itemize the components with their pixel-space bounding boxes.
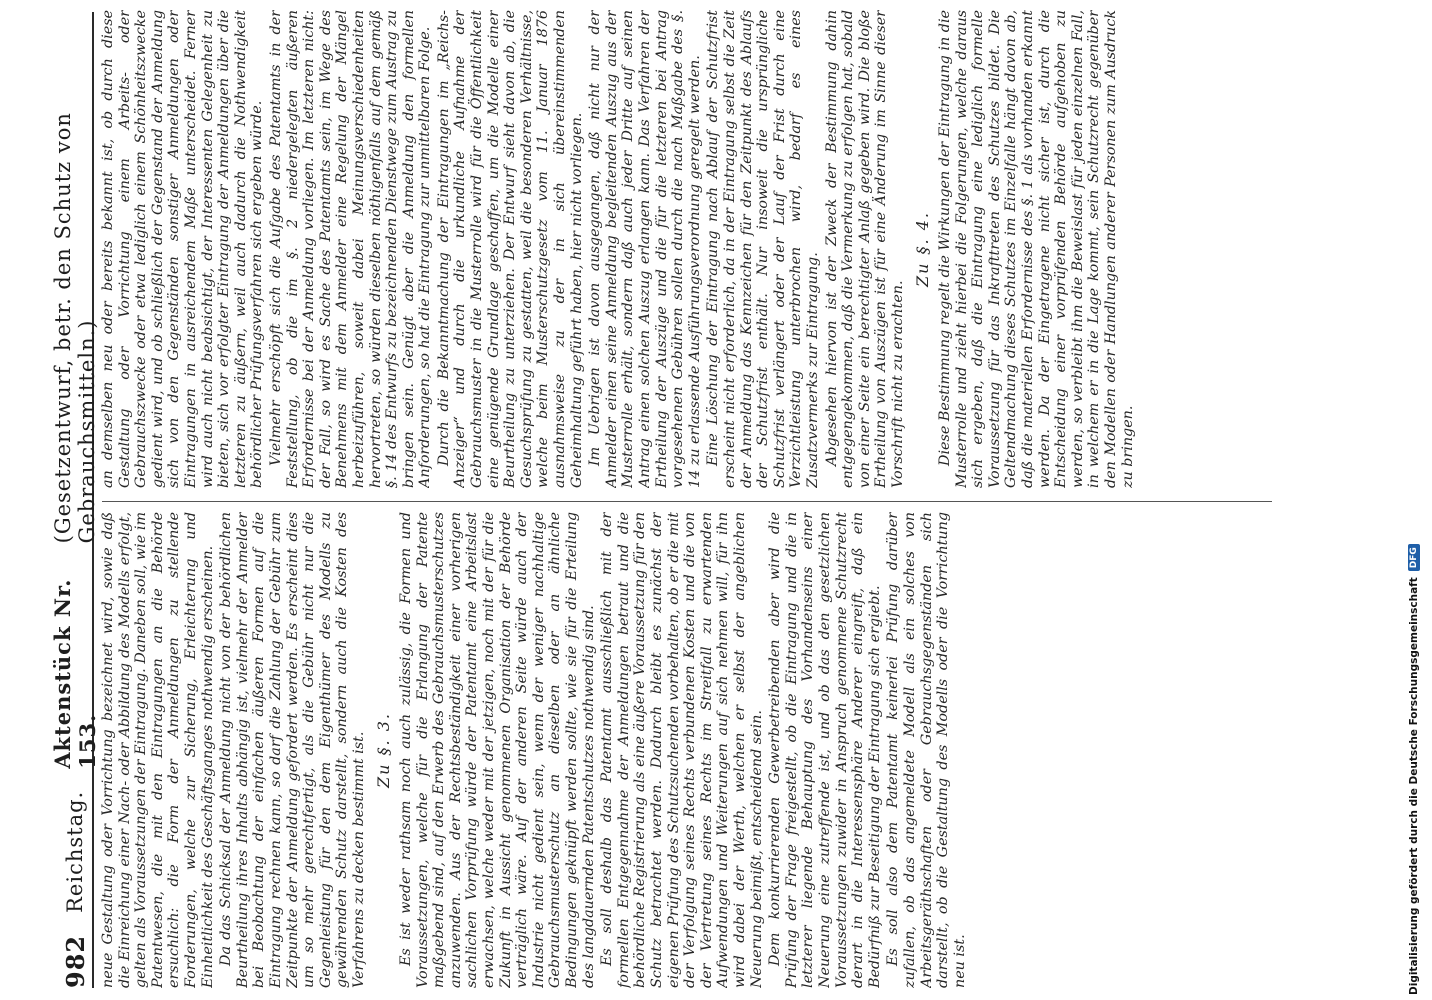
- document-number: Aktenstück Nr. 153.: [50, 578, 100, 769]
- paragraph: Durch die Bekanntmachung der Eintragungen im „Reichs-Anzeiger“ und durch die urkundliche Aufnahme der Gebrauchsmuster in die Musterrolle wird für die Öffentlichkeit eine genügende Grundlage geschaffen, um die Modelle einer Beurtheilung zu unterziehen. Der Entwurf sieht davon ab, die Gesuchsprüfung zu gestatten, weil die besonderen Verhältnisse, welche beim Musterschutzgesetz vom 11. Januar 1876 ausnahmsweise zu der in sich übereinstimmenden Geheimhaltung geführt haben, hier nicht vorliegen.: [435, 10, 585, 488]
- paragraph: Diese Bestimmung regelt die Wirkungen der Eintragung in die Musterrolle und zieht hierbei die Folgerungen, welche daraus sich ergeben, daß die Eintragung eine lediglich formelle Voraussetzung für das Inkrafttreten des Schutzes bildet. Die Geltendmachung dieses Schutzes im Einzelfalle hängt davon ab, daß die materiellen Erfordernisse des §. 1 als vorhanden erkannt werden. Da der Eingetragene nicht sicher ist, durch die Entscheidung einer vorprüfenden Behörde aufgehoben zu werden, so verbleibt ihm die Beweislast für jeden einzelnen Fall, in welchem er in die Lage kommt, sein Schutzrecht gegenüber den Modellen oder Handlungen anderer Personen zum Ausdruck zu bringen.: [937, 10, 1136, 488]
- paragraph: neue Gestaltung oder Vorrichtung bezeichnet wird, sowie daß die Einreichung einer Nach- oder Abbildung des Modells erfolgt, gelten als Voraussetzungen der Eintragung. Daneben soll, wie im Patentwesen, die mit den Eintragungen an die Behörde ersuchlich: die Form der Anmeldungen zu stellende Forderungen, welche zur Sicherung, Erleichterung und Einheitlichkeit des Geschäftsganges nothwendig erscheinen.: [100, 512, 216, 988]
- paragraph: Vielmehr erschöpft sich die Aufgabe des Patentamts in der Feststellung, ob die im §. 2 niedergelegten äußeren Erfordernisse bei der Anmeldung vorliegen. Im letzteren nicht: der Fall, so wird es Sache des Patentamts sein, im Wege des Benehmens mit dem Anmelder eine Regelung der Mängel herbeizuführen, soweit dabei Meinungsverschiedenheiten hervortreten, so würden dieselben nöthigenfalls auf dem gemäß §. 14 des Entwurfs zu bezeichnenden Dienstwege zum Austrag zu bringen sein. Genügt aber die Anmeldung den formellen Anforderungen, so hat die Eintragung zur unmittelbaren Folge.: [267, 10, 434, 488]
- paragraph: Abgesehen hiervon ist der Zweck der Bestimmung dahin entgegengekommen, daß die Vermerkung zu erfolgen hat, sobald von einer Seite ein berechtigter Anlaß gegeben wird. Die bloße Ertheilung von Auszügen ist für eine Änderung im Sinne dieser Vorschrift nicht zu erachten.: [823, 10, 906, 488]
- paragraph: Da das Schicksal der Anmeldung nicht von der behördlichen Beurtheilung ihres Inhalts abhängig ist, vielmehr der Anmelder bei Beobachtung der einfachen äußeren Formen auf die Eintragung rechnen kann, so darf die Zahlung der Gebühr zum Zeitpunkte der Anmeldung gefordert werden. Es erscheint dies um so mehr gerechtfertigt, als die Gebühr nicht nur die Gegenleistung für den dem Eigenthümer des Modells zu gewährenden Schutz darstellt, sondern auch die Kosten des Verfahrens zu decken bestimmt ist.: [218, 512, 367, 988]
- section-heading: Zu §. 3.: [373, 712, 393, 788]
- digitization-credit: [1408, 544, 1420, 995]
- column-divider: [102, 501, 1272, 502]
- paragraph: Dem konkurrierenden Gewerbetreibenden aber wird die Prüfung der Frage freigestellt, ob die Eintragung und die in letzterer liegende Behauptung des Vorhandenseins einer Neuerung eine zutreffende ist, und ob das den gesetzlichen Voraussetzungen zuwider in Anspruch genommene Schutzrecht derart in die Interessensphäre Anderer eingreift, daß ein Bedürfniß zur Beseitigung der Eintragung sich ergiebt.: [767, 512, 883, 988]
- document-title: (Gesetzentwurf, betr. den Schutz von Gebrauchsmitteln.): [51, 112, 99, 544]
- paragraph: Es soll deshalb das Patentamt ausschließlich mit der formellen Entgegennahme der Anmeldungen betraut und die behördliche Registrierung als eine äußere Voraussetzung für den Schutz betrachtet werden. Dadurch bleibt es zunächst der eigenen Prüfung des Schutzsuchenden vorbehalten, ob er die mit der Verfolgung seines Rechts verbundenen Kosten und die von der Vertretung seines Rechts im Streitfall zu erwartenden Aufwendungen und Weiterungen auf sich nehmen will, für ihn wird dabei der Werth, welchen er selbst der angeblichen Neuerung beimißt, entscheidend sein.: [599, 512, 765, 988]
- credit-text: Digitalisierung gefördert durch die Deutsche Forschungsgemeinschaft: [1408, 577, 1420, 995]
- section-heading: Zu §. 4.: [912, 211, 932, 287]
- page-number: 982: [60, 934, 90, 988]
- paragraph: an demselben neu oder bereits bekannt ist, ob durch diese Gestaltung oder Vorrichtung einem Arbeits- oder Gebrauchszwecke oder etwa lediglich einem Schönheitszwecke gedient wird, und ob schließlich der Gegenstand der Anmeldung sich von den Gegenständen sonstiger Anmeldungen oder Eintragungen in ausreichendem Maße unterscheidet. Ferner wird auch nicht beabsichtigt, der Interessenten Gelegenheit zu bieten, sich vor erfolgter Eintragung der Anmeldungen über die letzteren zu äußern, weil auch dadurch die Nothwendigkeit behördlicher Prüfungsverfahren sich ergeben würde.: [100, 10, 266, 488]
- chamber-label: Reichstag.: [63, 790, 87, 913]
- left-column: [100, 512, 1280, 988]
- document-page: [40, 0, 1330, 1000]
- dfg-logo-icon: DFG: [1408, 544, 1420, 571]
- right-column: [100, 10, 1280, 488]
- page-header: [50, 12, 100, 988]
- paragraph: Es ist weder rathsam noch auch zulässig, die Formen und Voraussetzungen, welche für die Erlangung der Patente maßgebend sind, auf den Erwerb des Gebrauchsmusterschutzes anzuwenden. Aus der Rechtsbeständigkeit einer vorherigen sachlichen Vorprüfung würde der Patentamt eine Arbeitslast erwachsen, welche weder mit der jetzigen, noch mit der für die Zukunft in Aussicht genommenen Organisation der Behörde verträglich wäre. Auf der anderen Seite würde auch der Industrie nicht gedient sein, wenn der weniger nachhaltige Gebrauchsmusterschutz an dieselben oder an ähnliche Bedingungen geknüpft werden sollte, wie sie für die Erteilung des langdauernden Patentschutzes nothwendig sind.: [398, 512, 597, 988]
- paragraph: Eine Löschung der Eintragung nach Ablauf der Schutzfrist erscheint nicht erforderlich, da in der Eintragung selbst die Zeit der Anmeldung das Kennzeichen für den Zeitpunkt des Ablaufs der Schutzfrist enthält. Nur insoweit die ursprüngliche Schutzfrist verlängert oder der Lauf der Frist durch eine Verzichtleistung unterbrochen wird, bedarf es eines Zusatzvermerks zur Eintragung.: [705, 10, 821, 488]
- paragraph: Im Uebrigen ist davon ausgegangen, daß nicht nur der Anmelder einen seine Anmeldung begleitenden Auszug aus der Musterrolle erhält, sondern daß auch jeder Dritte auf seinen Antrag einen solchen Auszug erlangen kann. Das Verfahren der Ertheilung der Auszüge und die für die letzteren bei Antrag vorgesehenen Gebühren sollen durch die nach Maßgabe des §. 14 zu erlassende Ausführungsverordnung geregelt werden.: [587, 10, 703, 488]
- paragraph: Es soll also dem Patentamt keinerlei Prüfung darüber zufallen, ob das angemeldete Modell als ein solches von Arbeitsgeräthschaften oder Gebrauchsgegenständen sich darstellt, ob die Gestaltung des Modells oder die Vorrichtung neu ist.: [885, 512, 968, 988]
